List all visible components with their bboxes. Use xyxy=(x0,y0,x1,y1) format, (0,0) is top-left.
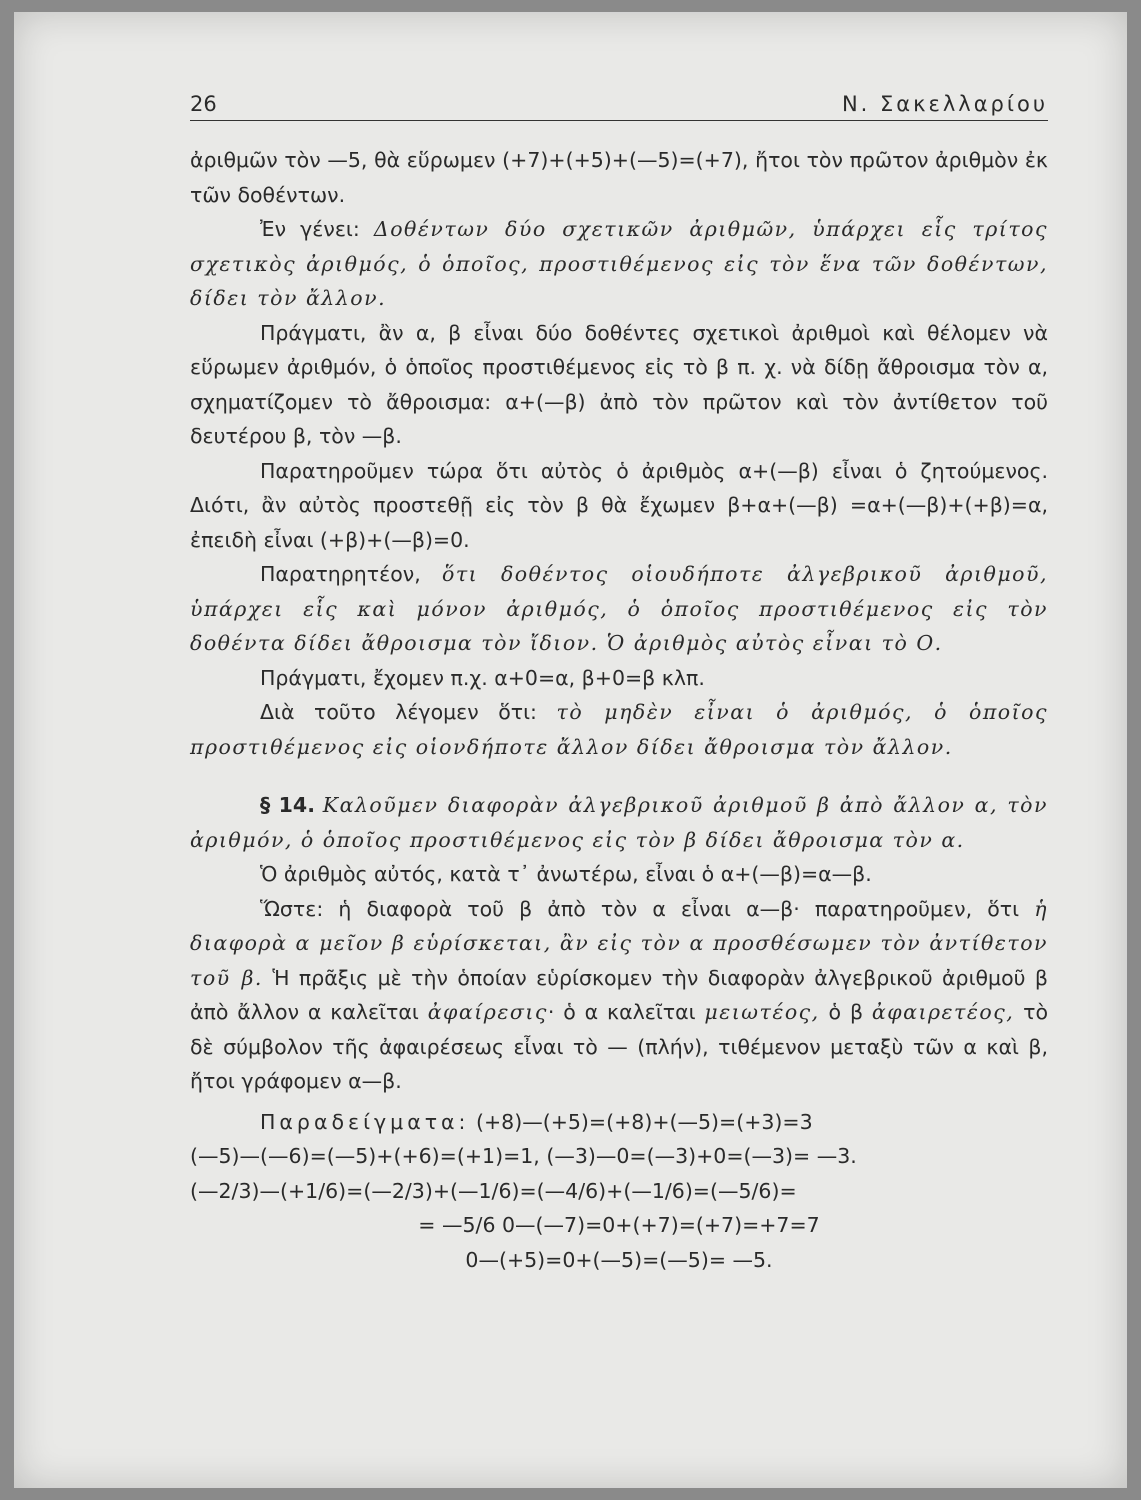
section-number: § 14. xyxy=(260,793,315,817)
examples-line-2: (—5)—(—6)=(—5)+(+6)=(+1)=1, (—3)—0=(—3)+0=(—3)= —3. xyxy=(190,1144,857,1168)
section-14-definition xyxy=(190,788,1048,857)
examples-line-4: = —5/6 0—(—7)=0+(+7)=(+7)=+7=7 xyxy=(418,1213,820,1237)
paragraph-7-statement: τὸ μηδὲν εἶναι ὁ ἀριθμός, ὁ ὁποῖος προστιθέμενος εἰς οἱονδήποτε ἄλλον δίδει ἄθροισμα τὸν ἄλλον. xyxy=(190,700,1048,759)
paragraph-2 xyxy=(190,212,1048,316)
paragraph-5-theorem: ὅτι δοθέντος οἱουδήποτε ἀλγεβρικοῦ ἀριθμοῦ, ὑπάρχει εἷς καὶ μόνον ἀριθμός, ὁ ὁποῖος προστιθέμενος εἰς τὸν δοθέντα δίδει ἄθροισμα τὸν ἴδιον. Ὁ ἀριθμὸς αὐτὸς εἶναι τὸ Ο. xyxy=(190,562,1048,655)
page-content xyxy=(190,90,1048,1277)
examples-line-5: 0—(+5)=0+(—5)=(—5)= —5. xyxy=(465,1247,773,1272)
page xyxy=(14,12,1127,1488)
page-number: 26 xyxy=(190,92,217,116)
examples-line-1 xyxy=(190,1105,1048,1140)
paragraph-4: Παρατηροῦμεν τώρα ὅτι αὐτὸς ὁ ἀριθμὸς α+(—β) εἶναι ὁ ζητούμενος. Διότι, ἂν αὐτὸς προστεθῇ εἰς τὸν β θὰ ἔχωμεν β+α+(—β) =α+(—β)+(+β)=α, ἐπειδὴ εἶναι (+β)+(—β)=0. xyxy=(190,458,1048,552)
examples-line-3: (—2/3)—(+1/6)=(—2/3)+(—1/6)=(—4/6)+(—1/6)=(—5/6)= xyxy=(190,1178,797,1203)
paragraph-2-theorem: Δοθέντων δύο σχετικῶν ἀριθμῶν, ὑπάρχει εἷς τρίτος σχετικὸς ἀριθμός, ὁ ὁποῖος, προστιθέμενος εἰς τὸν ἕνα τῶν δοθέντων, δίδει τὸν ἄλλον. xyxy=(190,217,1048,310)
section-14-paragraph-1: Ὁ ἀριθμὸς αὐτός, κατὰ τ᾽ ἀνωτέρω, εἶναι ὁ α+(—β)=α—β. xyxy=(260,862,872,886)
paragraph-1: ἀριθμῶν τὸν —5, θὰ εὕρωμεν (+7)+(+5)+(—5)=(+7), ἤτοι τὸν πρῶτον ἀριθμὸν ἐκ τῶν δοθέντων. xyxy=(190,148,1048,207)
term-subtrahend: ἀφαιρετέος, xyxy=(871,1000,1015,1024)
paragraph-2-intro: Ἐν γένει: xyxy=(260,217,374,241)
difference-definition: Καλοῦμεν διαφορὰν ἀλγεβρικοῦ ἀριθμοῦ β ἀπὸ ἄλλον α, τὸν ἀριθμόν, ὁ ὁποῖος προστιθέμενος εἰς τὸν β δίδει ἄθροισμα τὸν α. xyxy=(190,793,1048,852)
text-run: · ὁ α καλεῖται xyxy=(547,1000,705,1024)
term-subtraction: ἀφαίρεσις xyxy=(427,1000,548,1024)
text-run: Ἡ πρᾶξις μὲ τὴν ὁποίαν εὑρίσκομεν τὴν διαφορὰν ἀλγεβρικοῦ ἀριθμοῦ β ἀπὸ ἄλλον α καλεῖται xyxy=(190,965,1049,1024)
text-run: τὸ δὲ σύμβολον τῆς ἀφαιρέσεως εἶναι τὸ — (πλήν), τιθέμενον μεταξὺ τῶν α καὶ β, ἤτοι γράφομεν α—β. xyxy=(190,1000,1048,1093)
text-run: Ὥστε: ἡ διαφορὰ τοῦ β ἀπὸ τὸν α εἶναι α—β· παρατηροῦμεν, ὅτι xyxy=(260,896,1035,921)
italic-run: ἡ διαφορὰ α μεῖον β εὑρίσκεται, ἂν εἰς τὸν α προσθέσωμεν τὸν ἀντίθετον τοῦ β. xyxy=(190,896,1048,990)
paragraph-3: Πράγματι, ἂν α, β εἶναι δύο δοθέντες σχετικοὶ ἀριθμοὶ καὶ θέλομεν νὰ εὕρωμεν ἀριθμόν, ὁ ὁποῖος προστιθέμενος εἰς τὸ β π. χ. νὰ δίδῃ ἄθροισμα τὸν α, σχηματίζομεν τὸ ἄθροισμα: α+(—β) ἀπὸ τὸν πρῶτον καὶ τὸν ἀντίθετον τοῦ δευτέρου β, τὸν —β. xyxy=(190,320,1048,448)
author-name: Ν. Σακελλαρίου xyxy=(841,92,1048,116)
paragraph-6: Πράγματι, ἔχομεν π.χ. α+0=α, β+0=β κλπ. xyxy=(260,665,705,690)
running-header xyxy=(190,90,1048,121)
paragraph-7-intro: Διὰ τοῦτο λέγομεν ὅτι: xyxy=(260,700,557,724)
section-14-paragraph-2 xyxy=(190,892,1048,1099)
example-1: (+8)—(+5)=(+8)+(—5)=(+3)=3 xyxy=(476,1109,813,1134)
paragraph-7 xyxy=(190,695,1048,764)
term-minuend: μειωτέος, xyxy=(704,1000,820,1024)
paragraph-5 xyxy=(190,557,1048,661)
paragraph-5-intro: Παρατηρητέον, xyxy=(260,562,442,586)
text-run: ὁ β xyxy=(819,1000,872,1024)
examples-label: Παραδείγματα: xyxy=(260,1109,470,1134)
